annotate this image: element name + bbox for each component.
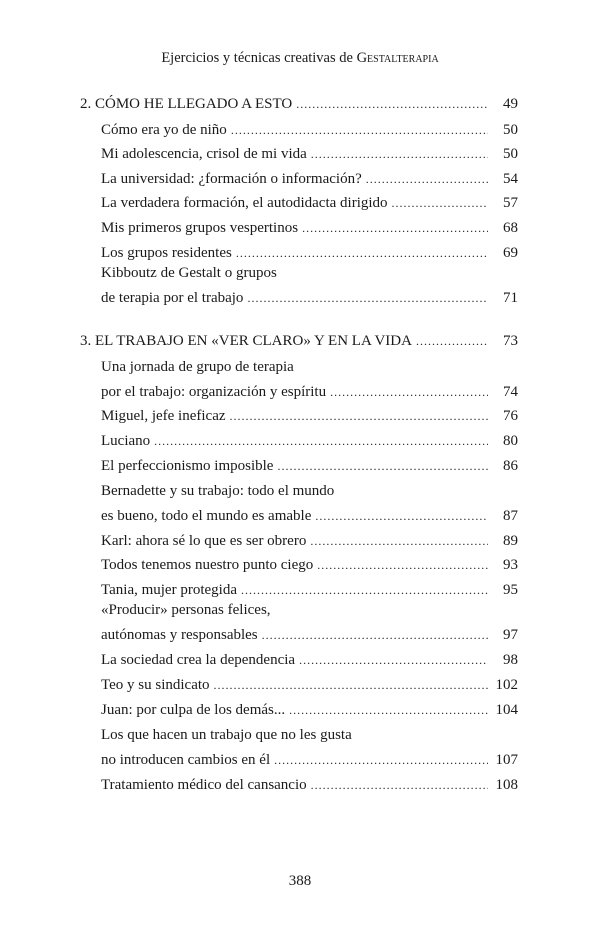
- chapter-title: 2. CÓMO HE LLEGADO A ESTO: [80, 96, 293, 112]
- entry-title: Miguel, jefe ineficaz: [101, 408, 226, 424]
- dot-leader: [310, 534, 488, 549]
- entry-title: no introducen cambios en él: [101, 752, 271, 768]
- dot-leader: [392, 196, 488, 211]
- dot-leader: [231, 123, 488, 138]
- page-number: 76: [503, 408, 518, 424]
- dot-leader: [241, 583, 488, 598]
- page-number: 73: [503, 333, 518, 349]
- toc-entry: [101, 582, 518, 599]
- dot-leader: [330, 385, 488, 400]
- toc-entry: [101, 508, 518, 525]
- entry-title: es bueno, todo el mundo es amable: [101, 508, 312, 524]
- chapter-title: 3. EL TRABAJO EN «VER CLARO» Y EN LA VIDA: [80, 333, 412, 349]
- page-number: 68: [503, 220, 518, 236]
- page-number: 95: [503, 582, 518, 598]
- toc-entry: [101, 195, 518, 212]
- header-title: Ejercicios y técnicas creativas de: [161, 50, 357, 66]
- entry-title: Tania, mujer protegida: [101, 582, 237, 598]
- page-number: 86: [503, 458, 518, 474]
- entry-title: Cómo era yo de niño: [101, 122, 227, 138]
- dot-leader: [214, 678, 488, 693]
- entry-title: Tratamiento médico del cansancio: [101, 777, 307, 793]
- toc-entry: [101, 408, 518, 425]
- dot-leader: [315, 509, 488, 524]
- toc-entry: [101, 458, 518, 475]
- entry-title-line1: Bernadette y su trabajo: todo el mundo: [101, 483, 335, 499]
- toc-entry: [101, 627, 518, 644]
- page-number: 97: [503, 627, 518, 643]
- entry-title: autónomas y responsables: [101, 627, 258, 643]
- entry-title: Teo y su sindicato: [101, 677, 210, 693]
- entry-title-line1: Una jornada de grupo de terapia: [101, 359, 294, 375]
- page-number: 108: [495, 777, 518, 793]
- running-header: [0, 50, 600, 67]
- toc-entry: [101, 533, 518, 550]
- page-number: 104: [495, 702, 518, 718]
- toc-entry: [101, 652, 518, 669]
- toc-entry: [101, 384, 518, 401]
- toc-entry: [101, 677, 518, 694]
- page-number: 50: [503, 122, 518, 138]
- entry-title: El perfeccionismo imposible: [101, 458, 274, 474]
- page-number: 74: [503, 384, 518, 400]
- page-number: 98: [503, 652, 518, 668]
- entry-title: Mis primeros grupos vespertinos: [101, 220, 299, 236]
- entry-title: La sociedad crea la dependencia: [101, 652, 296, 668]
- page-number: 93: [503, 557, 518, 573]
- entry-title: La universidad: ¿formación o información?: [101, 171, 362, 187]
- dot-leader: [289, 703, 488, 718]
- toc-entry: [101, 220, 518, 237]
- dot-leader: [154, 434, 488, 449]
- dot-leader: [277, 459, 488, 474]
- page-number: 57: [503, 195, 518, 211]
- toc-entry: [101, 702, 518, 719]
- entry-title: Karl: ahora sé lo que es ser obrero: [101, 533, 307, 549]
- entry-title-line1: Los que hacen un trabajo que no les gusta: [101, 727, 352, 743]
- page-number: 54: [503, 171, 518, 187]
- toc-entry: [101, 433, 518, 450]
- toc-chapter-2: [80, 96, 518, 113]
- entry-title: Mi adolescencia, crisol de mi vida: [101, 146, 307, 162]
- dot-leader: [416, 334, 488, 349]
- toc-entry: [101, 752, 518, 769]
- page-number: 69: [503, 245, 518, 261]
- entry-title: Todos tenemos nuestro punto ciego: [101, 557, 314, 573]
- toc-entry: [101, 245, 518, 262]
- dot-leader: [274, 753, 488, 768]
- dot-leader: [236, 246, 488, 261]
- dot-leader: [366, 172, 488, 187]
- dot-leader: [262, 628, 488, 643]
- dot-leader: [311, 147, 488, 162]
- page-number: 107: [495, 752, 518, 768]
- entry-title-line1: «Producir» personas felices,: [101, 602, 271, 618]
- dot-leader: [230, 409, 488, 424]
- entry-title-line1: Kibboutz de Gestalt o grupos: [101, 265, 277, 281]
- toc-entry: [101, 171, 518, 188]
- page-number: 87: [503, 508, 518, 524]
- page-folio: 388: [288, 873, 312, 889]
- page-number: 49: [503, 96, 518, 112]
- toc-entry: [101, 290, 518, 307]
- entry-title: de terapia por el trabajo: [101, 290, 244, 306]
- page-number: 50: [503, 146, 518, 162]
- dot-leader: [296, 97, 488, 112]
- toc-entry: [101, 122, 518, 139]
- page-number: 89: [503, 533, 518, 549]
- entry-title: por el trabajo: organización y espíritu: [101, 384, 327, 400]
- dot-leader: [302, 221, 488, 236]
- entry-title: La verdadera formación, el autodidacta dirigido: [101, 195, 388, 211]
- entry-title: Luciano: [101, 433, 151, 449]
- toc-entry: [101, 557, 518, 574]
- dot-leader: [317, 558, 488, 573]
- page-number: 102: [495, 677, 518, 693]
- page-number: 80: [503, 433, 518, 449]
- entry-title: Juan: por culpa de los demás...: [101, 702, 286, 718]
- toc-chapter-3: [80, 333, 518, 350]
- header-title-smallcaps: Gestalterapia: [356, 50, 439, 66]
- dot-leader: [311, 778, 488, 793]
- dot-leader: [247, 291, 488, 306]
- page-number: 71: [503, 290, 518, 306]
- toc-entry: [101, 777, 518, 794]
- dot-leader: [299, 653, 488, 668]
- entry-title: Los grupos residentes: [101, 245, 232, 261]
- toc-entry: [101, 146, 518, 163]
